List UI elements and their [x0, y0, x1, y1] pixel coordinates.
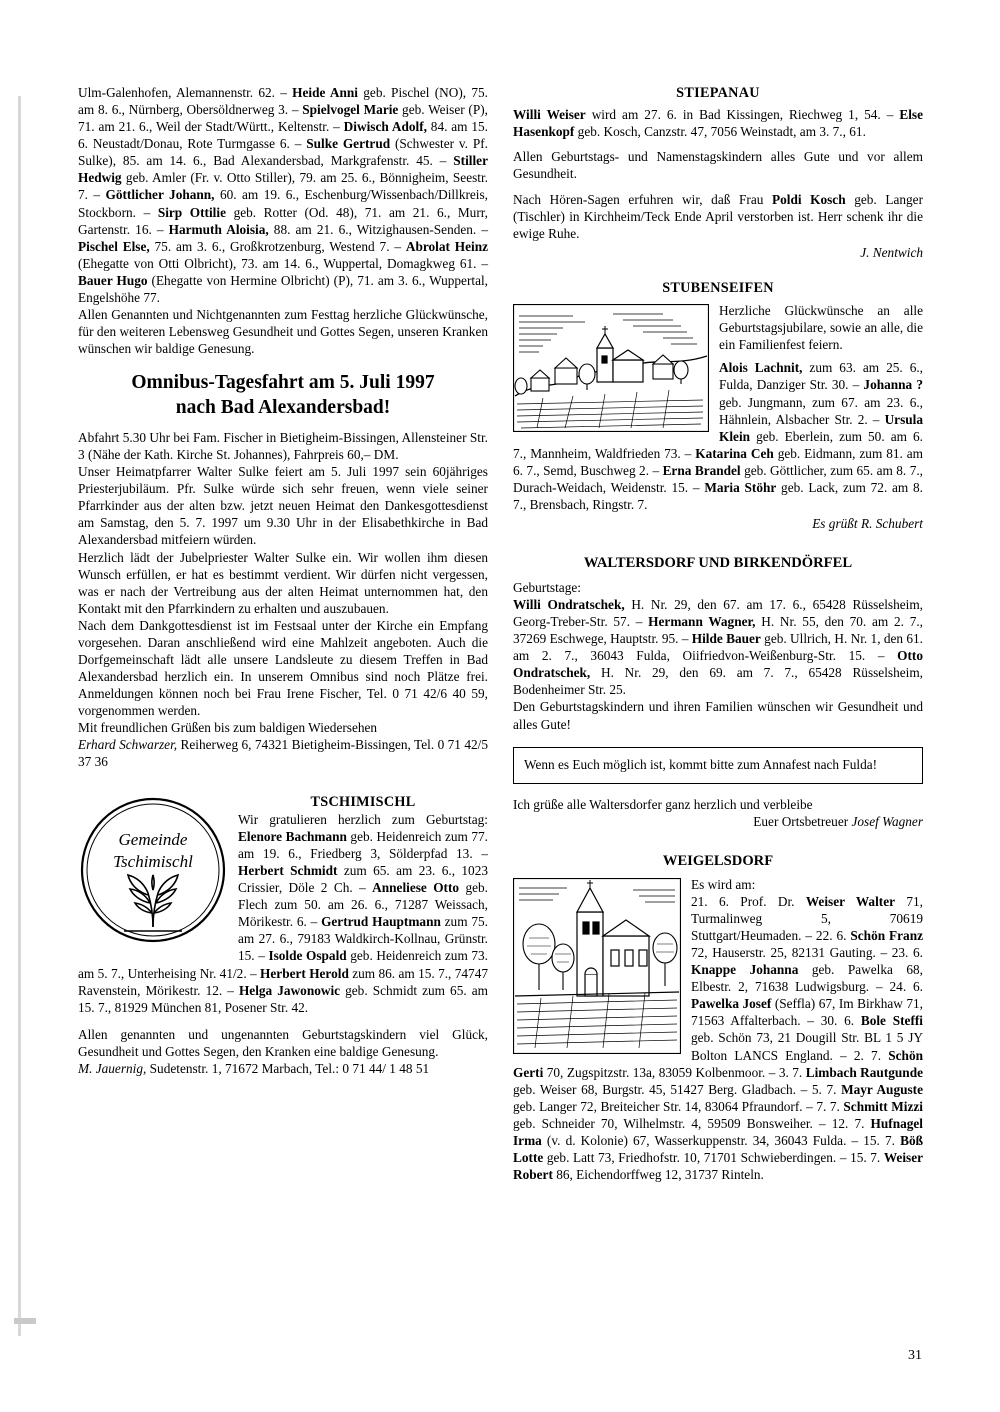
- page-edge-shadow: [18, 96, 21, 1336]
- weigelsdorf-heading: WEIGELSDORF: [662, 853, 774, 870]
- gemeinde-tschimischl-seal-icon: [78, 795, 228, 945]
- weigelsdorf-section: [513, 852, 923, 1183]
- stubenseifen-signature: Es grüßt R. Schubert: [812, 516, 923, 532]
- tschimischl-stamp-figure: [78, 795, 228, 950]
- weigelsdorf-birthday-list: 21. 6. Prof. Dr. Weiser Walter 71, Turmalinweg 5, 70619 Stuttgart/Heumaden. – 22. 6. Schön Franz 72, Hauserstr. 25, 82131 Gauting. – 23. 6. Knappe Johanna geb. Pawelka 68, Elbestr. 2, 71638 Ludwigsburg. – 24. 6. Pawelka Josef (Seffla) 67, Im Birkhaw 71, 71563 Affalterbach. – 30. 6. Bole Steffi geb. Schön 73, 21 Dougill Str. BL 1 5 JY Bolton LANCS England. – 2. 7. Schön Gerti 70, Zugspitzstr. 13a, 83059 Kolbenmoor. – 3. 7. Limbach Rautgunde geb. Weiser 68, Burgstr. 45, 51427 Berg. Gladbach. – 5. 7. Mayr Auguste geb. Langer 72, Breiteicher Str. 14, 83064 Pfraundorf. – 7. 7. Schmitt Mizzi geb. Schneider 70, Wilhelmstr. 4, 59509 Bonsweiher. – 12. 7. Hufnagel Irma (v. d. Kolonie) 67, Wasserkuppenstr. 34, 36043 Fulda. – 15. 7. Böß Lotte geb. Latt 73, Friedhofstr. 10, 71701 Schwieberdingen. – 15. 7. Weiser Robert 86, Eichendorffweg 12, 31737 Rinteln.: [513, 893, 923, 1183]
- annafest-callout-box: [513, 747, 923, 784]
- stubenseifen-heading: STUBENSEIFEN: [662, 279, 774, 296]
- stiepanau-signature: J. Nentwich: [860, 244, 923, 260]
- weigelsdorf-intro: Es wird am:: [691, 876, 756, 892]
- stiepanau-wishes: Allen Geburtstags- und Namenstagskindern alles Gute und vor allem Gesundheit.: [513, 149, 923, 182]
- stubenseifen-greeting: Herzliche Glückwünsche an alle Geburtstagsjubilare, sowie an alle, die ein Familienfest feiern.: [719, 303, 923, 353]
- trip-greeting-paragraph: Mit freundlichen Grüßen bis zum baldigen Wiedersehen: [78, 720, 378, 736]
- stiepanau-heading: STIEPANAU: [676, 85, 760, 101]
- tschimischl-wishes: Allen genannten und ungenannten Geburtstagskindern viel Glück, Gesundheit und Gottes Segen, den Kranken eine baldige Genesung.: [78, 1026, 488, 1059]
- trip-reception-paragraph: Nach dem Dankgottesdienst ist im Festsaal unter der Kirche ein Empfang vorgesehen. Daran anschließend wird eine Mahlzeit angeboten. Auch die Dorfgemeinschaft lädt alle unsere Landsleute zu diesem Treffen in Bad Alexandersbad herzlich ein. In unserem Omnibus sind noch Plätze frei. Anmeldungen können noch bei Frau Irene Fischer, Tel. 0 71 42/6 40 59, vorgenommen werden.: [78, 617, 488, 719]
- right-column: [513, 84, 923, 1183]
- stiepanau-birthday-list: Willi Weiser wird am 27. 6. in Bad Kissingen, Riechweg 1, 54. – Else Hasenkopf geb. Kosch, Canzstr. 47, 7056 Weinstadt, am 3. 7., 61.: [513, 107, 923, 140]
- weigelsdorf-church-figure: [513, 878, 681, 1059]
- page-number: 31: [908, 1348, 922, 1363]
- omnibus-trip-title-line2: nach Bad Alexandersbad!: [175, 396, 391, 418]
- tschimischl-signature: M. Jauernig, Sudetenstr. 1, 71672 Marbach, Tel.: 0 71 44/ 1 48 51: [78, 1060, 430, 1076]
- church-with-trees-icon: [513, 878, 681, 1054]
- stubenseifen-village-figure: [513, 304, 709, 437]
- stubenseifen-section: [513, 279, 923, 513]
- waltersdorf-subheading: Geburtstage:: [513, 579, 581, 595]
- tschimischl-heading: TSCHIMISCHL: [310, 793, 416, 810]
- waltersdorf-signature-name: Josef Wagner: [851, 813, 923, 829]
- waltersdorf-closing: Ich grüße alle Waltersdorfer ganz herzlich und verbleibe: [513, 796, 813, 812]
- trip-signature: Erhard Schwarzer, Reiherweg 6, 74321 Bietigheim-Bissingen, Tel. 0 71 42/5 37 36: [78, 737, 488, 770]
- waltersdorf-birthday-list: Willi Ondratschek, H. Nr. 29, den 67. am 17. 6., 65428 Rüsselsheim, Georg-Treber-Str. 57. – Hermann Wagner, H. Nr. 55, den 70. am 2. 7., 37269 Eschwege, Hauptstr. 95. – Hilde Bauer geb. Ullrich, H. Nr. 1, den 61. am 2. 7., 36043 Fulda, Oiifriedvon-Weißenburg-Str. 15. – Otto Ondratschek, H. Nr. 29, den 69. am 7. 7., 65428 Rüsselsheim, Bodenheimer Str. 25.: [513, 596, 923, 698]
- trip-invitation-paragraph: Herzlich lädt der Jubelpriester Walter Sulke ein. Wir wollen ihm diesen Wunsch erfüllen, er hat es bestimmt verdient. Wir dürfen nicht vergessen, was er nach der Vertreibung aus der alten Heimat unternommen hat, den Kontakt mit den Pfarrkindern zu erhalten und auszubauen.: [78, 549, 488, 616]
- svg-text:Tschimischl: Tschimischl: [113, 851, 193, 871]
- left-column: [78, 84, 488, 1077]
- tschimischl-birthday-list: Wir gratulieren herzlich zum Geburtstag: Elenore Bachmann geb. Heidenreich zum 77. am 19. 6., Friedberg 3, Sölderpfad 13. – Herbert Schmidt zum 65. am 23. 6., 1023 Crissier, Döle 2 Ch. – Anneliese Otto geb. Flech zum 50. am 26. 6., 71287 Weissach, Mörikestr. 6. – Gertrud Hauptmann zum 75. am 27. 6., 79183 Waldkirch-Kollnau, Grünstr. 15. – Isolde Ospald geb. Heidenreich zum 73. am 5. 7., Unterheising Nr. 41/2. – Herbert Herold zum 86. am 15. 7., 74747 Ravenstein, Mörikestr. 12. – Helga Jawonowic geb. Schmidt zum 65. am 15. 7., 81929 München 81, Posener Str. 42.: [78, 811, 488, 1015]
- waltersdorf-wishes: Den Geburtstagskindern und ihren Familien wünschen wir Gesundheit und alles Gute!: [513, 699, 923, 732]
- stubenseifen-birthday-list: Alois Lachnit, zum 63. am 25. 6., Fulda, Danziger Str. 30. – Johanna ? geb. Jungmann, zum 67. am 23. 6., Hähnlein, Alsbacher Str. 2. – Ursula Klein geb. Eberlein, zum 50. am 6. 7., Mannheim, Waldfrieden 73. – Katarina Ceh geb. Eidmann, zum 81. am 6. 7., Semd, Buschweg 2. – Erna Brandel geb. Göttlicher, zum 65. am 8. 7., Durach-Weidach, Weidenstr. 15. – Maria Stöhr geb. Lack, zum 72. am 8. 7., Brensbach, Ringstr. 7.: [513, 360, 923, 512]
- waltersdorf-heading: WALTERSDORF UND BIRKENDÖRFEL: [583, 555, 853, 572]
- svg-text:Gemeinde: Gemeinde: [118, 829, 188, 849]
- annafest-callout-text: Wenn es Euch möglich ist, kommt bitte zum Annafest nach Fulda!: [524, 756, 878, 772]
- waltersdorf-signature-role: Euer Ortsbetreuer: [753, 813, 852, 829]
- trip-departure-paragraph: Abfahrt 5.30 Uhr bei Fam. Fischer in Bietigheim-Bissingen, Allensteiner Str. 3 (Nähe der Kath. Kirche St. Johannes), Fahrpreis 60,– DM.: [78, 430, 488, 463]
- stiepanau-obituary: Nach Hören-Sagen erfuhren wir, daß Frau Poldi Kosch geb. Langer (Tischler) in Kirchheim/Teck Ende April verstorben ist. Herr schenk ihr die ewige Ruhe.: [513, 191, 923, 241]
- tschimischl-section: [78, 793, 488, 1016]
- page-edge-mark: [14, 1318, 36, 1324]
- two-column-layout: [78, 84, 923, 1324]
- waltersdorf-signature: [513, 813, 923, 830]
- general-wishes-paragraph: Allen Genannten und Nichtgenannten zum Festtag herzliche Glückwünsche, für den weiteren Lebensweg Gesundheit und Gottes Segen, unseren Kranken wünschen wir baldige Genesung.: [78, 307, 488, 357]
- omnibus-trip-title-line1: Omnibus-Tagesfahrt am 5. Juli 1997: [131, 372, 435, 394]
- trip-jubilee-paragraph: Unser Heimatpfarrer Walter Sulke feiert am 5. Juli 1997 sein 60jähriges Priesterjubiläum. Pfr. Sulke würde sich sehr freuen, wenn viele seiner Pfarrkinder aus der alten bzw. jetzt neuen Heimat den Dankesgottesdienst am Samstag, den 5. 7. 1997 um 9.30 Uhr in der Elisabethkirche in Bad Alexandersbad mitfeiern würden.: [78, 464, 488, 548]
- village-church-landscape-icon: [513, 304, 709, 432]
- continued-birthday-list: Ulm-Galenhofen, Alemannenstr. 62. – Heide Anni geb. Pischel (NO), 75. am 8. 6., Nürnberg, Obersöldnerweg 3. – Spielvogel Marie geb. Weiser (P), 71. am 21. 6., Weil der Stadt/Württ., Keltenstr. – Diwisch Adolf, 84. am 15. 6. Neustadt/Donau, Rote Turmgasse 6. – Sulke Gertrud (Schwester v. Pf. Sulke), 85. am 14. 6., Bad Alexandersbad, Markgrafenstr. 45. – Stiller Hedwig geb. Amler (Fr. v. Otto Stiller), 79. am 25. 6., Bönnigheim, Seestr. 7. – Göttlicher Johann, 60. am 19. 6., Eschenburg/Wissenbach/Dillkreis, Stockborn. – Sirp Ottilie geb. Rotter (Od. 48), 71. am 21. 6., Murr, Gartenstr. 16. – Harmuth Aloisia, 88. am 21. 6., Witzighausen-Senden. – Pischel Else, 75. am 3. 6., Großkrotzenburg, Westend 7. – Abrolat Heinz (Ehegatte von Otti Olbricht), 73. am 14. 6., Wuppertal, Domagkweg 61. – Bauer Hugo (Ehegatte von Hermine Olbricht) (P), 71. am 3. 6., Wuppertal, Engelshöhe 77.: [78, 85, 489, 305]
